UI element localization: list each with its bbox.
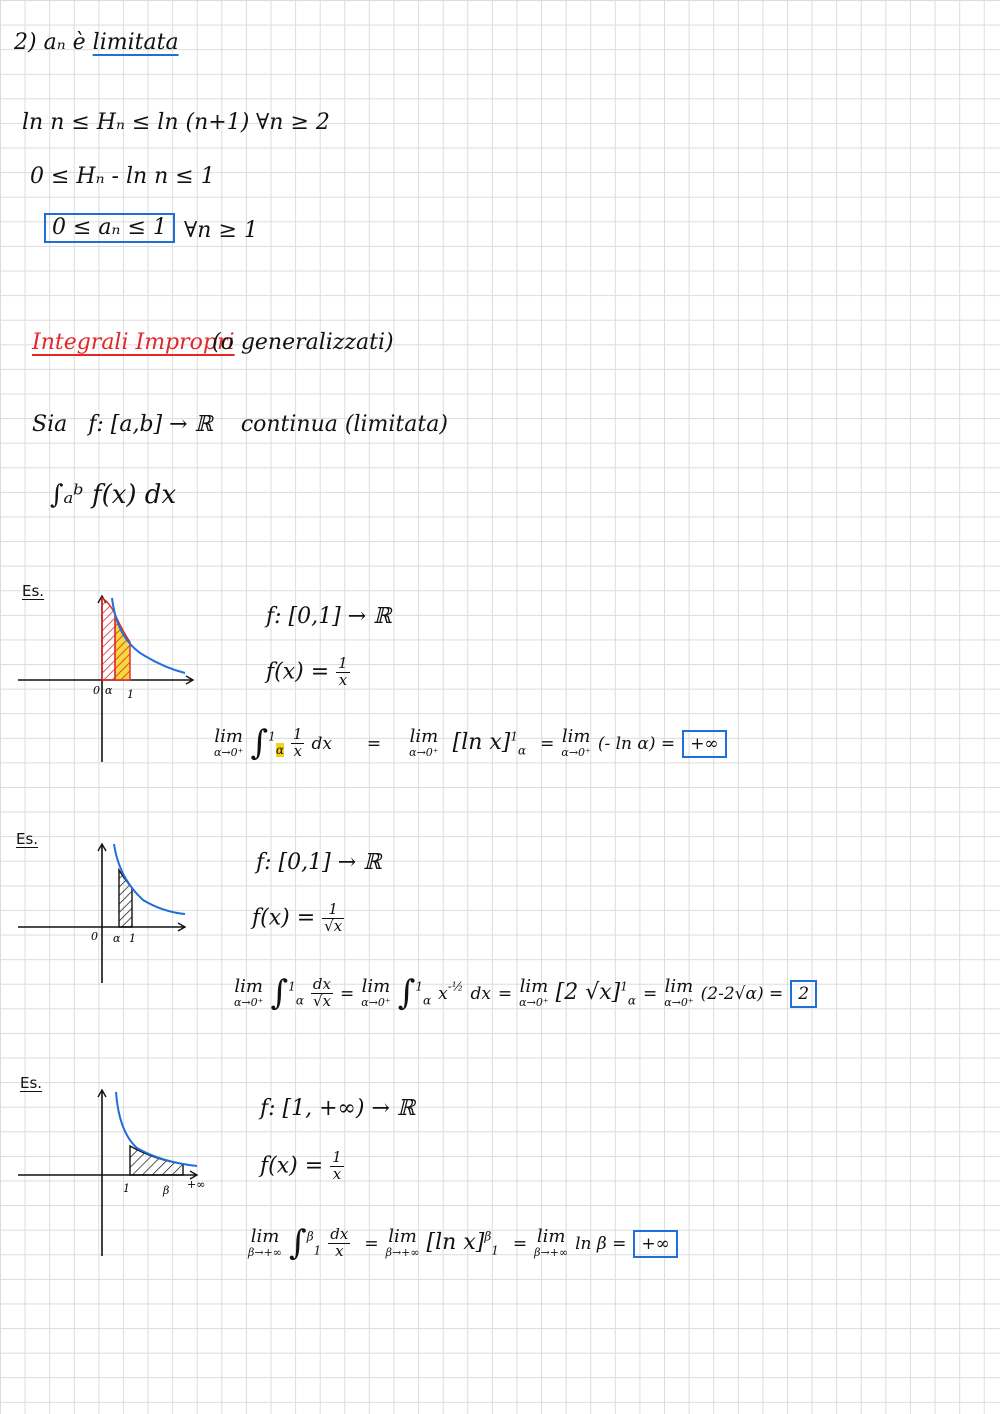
- ex2-fx-fraction: [322, 902, 344, 935]
- ex3-result: +∞: [633, 1230, 677, 1258]
- integral-sign-icon: ∫: [288, 1223, 307, 1263]
- ex1-bracket: [ln x]: [452, 730, 511, 755]
- ex3-eq: =: [364, 1234, 379, 1254]
- graph-label-alpha: α: [113, 932, 121, 945]
- ex2-fx-numerator: 1: [322, 902, 344, 919]
- ex2-lim4-label: lim: [664, 976, 694, 998]
- inequality-line2: 0 ≤ Hₙ - ln n ≤ 1: [30, 164, 215, 189]
- ex3-integrand-den: x: [335, 1241, 344, 1260]
- graph-label-zero: 0: [93, 684, 100, 697]
- graph-label-infinity: +∞: [187, 1178, 206, 1191]
- ex3-fx-fraction: [330, 1150, 344, 1183]
- function-curve: [116, 1092, 197, 1166]
- ex2-lim1-sub: α→0⁺: [234, 995, 264, 1009]
- ex3-function: [260, 1150, 344, 1183]
- ex3-limit-expression: [248, 1223, 678, 1263]
- ex3-lim1: [248, 1227, 282, 1259]
- ex1-lim3-sub: α→0⁺: [561, 745, 591, 759]
- definition-property: continua (limitata): [240, 412, 448, 437]
- ex2-result: 2: [790, 980, 817, 1008]
- ex2-int-lower: α: [295, 993, 304, 1008]
- ex1-result: +∞: [682, 730, 726, 758]
- ex1-lim2-label: lim: [409, 726, 439, 748]
- ex1-lim3-label: lim: [561, 726, 591, 748]
- ex1-eq: =: [366, 734, 382, 754]
- ex2-exponent: -½: [447, 979, 464, 994]
- title-word: limitata: [92, 30, 179, 55]
- ex1-fx-numerator: 1: [338, 654, 348, 672]
- ex2-eq2: =: [497, 984, 513, 1004]
- integral-sign-icon: ∫: [250, 723, 269, 763]
- inequality-line1-condition: ∀n ≥ 2: [256, 110, 330, 135]
- ex3-integrand-num: dx: [330, 1224, 349, 1243]
- ex3-expr: ln β =: [575, 1234, 627, 1254]
- inequality-line1: ln n ≤ Hₙ ≤ ln (n+1): [22, 110, 250, 135]
- ex1-domain: f: [0,1] → ℝ: [266, 604, 392, 629]
- ex2-lim1: [234, 977, 263, 1009]
- ex2-integrand2: x: [438, 984, 448, 1004]
- example-1-graph: [15, 590, 200, 770]
- ex1-eq2: =: [540, 734, 555, 754]
- ex1-integrand-fraction: [291, 724, 305, 760]
- ex2-int-upper: 1: [288, 979, 296, 994]
- ex3-bracket: [ln x]: [426, 1230, 485, 1255]
- ex3-lim3-label: lim: [536, 1226, 566, 1248]
- ex2-function: [252, 902, 344, 935]
- definition-sia: Sia: [32, 412, 68, 437]
- ex1-fx-fraction: [336, 656, 350, 689]
- ex2-eq3: =: [642, 984, 658, 1004]
- ex2-expr: (2-2√α) =: [700, 984, 784, 1004]
- title-number: 2): [14, 30, 37, 55]
- ex2-lim1-label: lim: [234, 976, 264, 998]
- ex1-lim3: [561, 727, 590, 759]
- section-heading-note: (o generalizzati): [212, 330, 394, 355]
- example-label-1: Es.: [22, 582, 45, 600]
- ex1-lim1: [214, 727, 243, 759]
- ex1-fx: f(x) =: [266, 659, 330, 685]
- ex2-fx: f(x) =: [252, 905, 316, 931]
- ex1-integrand-num: 1: [292, 724, 303, 743]
- ex2-lim4-sub: α→0⁺: [664, 995, 694, 1009]
- graph-label-one: 1: [129, 932, 136, 945]
- ex2-integrand-fraction: [311, 974, 333, 1010]
- ex1-int-upper: 1: [268, 729, 276, 744]
- definition-line: [32, 414, 448, 436]
- ex3-fx: f(x) =: [260, 1153, 324, 1179]
- ex3-lim2-sub: β→+∞: [385, 1245, 420, 1259]
- title-subject: aₙ: [43, 30, 66, 55]
- ex2-lim3-label: lim: [519, 976, 549, 998]
- example-label-3: Es.: [20, 1074, 43, 1092]
- red-hatched-area: [102, 598, 115, 680]
- ex2-dx: dx: [470, 984, 491, 1004]
- ex2-lim4: [664, 977, 693, 1009]
- example-2-graph: [15, 838, 200, 988]
- ex1-lim2-sub: α→0⁺: [409, 745, 439, 759]
- ex3-fx-denominator: x: [332, 1164, 342, 1183]
- hatched-area: [130, 1146, 183, 1175]
- ex1-lim1-sub: α→0⁺: [214, 745, 244, 759]
- ex3-lim3-sub: β→+∞: [534, 1245, 569, 1259]
- ex3-domain: f: [1, +∞) → ℝ: [260, 1096, 416, 1121]
- ex1-bracket-sup: 1: [510, 729, 519, 744]
- ex3-int-lower: 1: [313, 1243, 322, 1258]
- example-3-graph: [15, 1084, 215, 1264]
- title-verb: è: [72, 30, 86, 55]
- boxed-inequality-condition: ∀n ≥ 1: [184, 218, 258, 243]
- title-line: [14, 32, 179, 54]
- graph-label-alpha: α: [105, 684, 113, 697]
- section-heading: Integrali Impropri: [32, 330, 235, 355]
- integral-sign-icon: ∫: [397, 973, 416, 1013]
- ex2-limit-expression: [234, 973, 817, 1013]
- ex3-bracket-sub: 1: [491, 1243, 499, 1258]
- ex1-integrand-den: x: [293, 741, 302, 760]
- integral-sign-icon: ∫: [270, 973, 289, 1013]
- ex1-int-lower: α: [275, 743, 284, 758]
- ex3-fx-numerator: 1: [332, 1148, 342, 1166]
- boxed-inequality: 0 ≤ aₙ ≤ 1: [44, 213, 175, 243]
- ex2-bracket-sup: 1: [620, 979, 628, 994]
- ex2-lim2-sub: α→0⁺: [361, 995, 391, 1009]
- ex3-lim1-sub: β→+∞: [248, 1245, 282, 1259]
- ex2-integrand-num: dx: [312, 974, 331, 993]
- ex3-bracket-sup: β: [484, 1229, 492, 1244]
- ex1-lim1-label: lim: [214, 726, 244, 748]
- ex3-lim3: [534, 1227, 568, 1259]
- ex2-fx-denominator: √x: [324, 916, 343, 935]
- ex1-lim2: [409, 727, 438, 759]
- ex2-int2-upper: 1: [415, 979, 424, 994]
- graph-label-one: 1: [127, 688, 134, 701]
- ex2-int2-lower: α: [423, 993, 432, 1008]
- ex1-limit-expression: [214, 723, 727, 763]
- definition-function: f: [a,b] → ℝ: [88, 412, 213, 437]
- ex2-bracket-sub: α: [627, 993, 636, 1008]
- ex1-expr: (- ln α) =: [597, 734, 676, 754]
- ex1-bracket-sub: α: [518, 743, 527, 758]
- ex1-function: [266, 656, 350, 689]
- ex2-bracket: [2 √x]: [555, 980, 621, 1005]
- ex2-lim3: [519, 977, 548, 1009]
- ex3-integrand-fraction: [328, 1224, 350, 1260]
- ex2-lim2-label: lim: [361, 976, 391, 998]
- ex2-integrand-den: √x: [312, 991, 331, 1010]
- ex1-fx-denominator: x: [338, 670, 348, 689]
- graph-label-beta: β: [163, 1184, 170, 1197]
- ex2-eq: =: [339, 984, 355, 1004]
- definite-integral: ∫ₐᵇ f(x) dx: [50, 480, 177, 510]
- ex2-domain: f: [0,1] → ℝ: [256, 850, 382, 875]
- ex3-lim1-label: lim: [250, 1226, 280, 1248]
- example-label-2: Es.: [16, 830, 39, 848]
- ex2-lim2: [361, 977, 390, 1009]
- graph-label-one: 1: [123, 1182, 130, 1195]
- ex3-int-upper: β: [306, 1229, 314, 1244]
- graph-label-zero: 0: [91, 930, 98, 943]
- ex2-lim3-sub: α→0⁺: [519, 995, 549, 1009]
- ex3-eq2: =: [512, 1234, 528, 1254]
- ex3-lim2: [386, 1227, 420, 1259]
- ex1-dx: dx: [311, 734, 332, 754]
- ex3-lim2-label: lim: [388, 1226, 417, 1248]
